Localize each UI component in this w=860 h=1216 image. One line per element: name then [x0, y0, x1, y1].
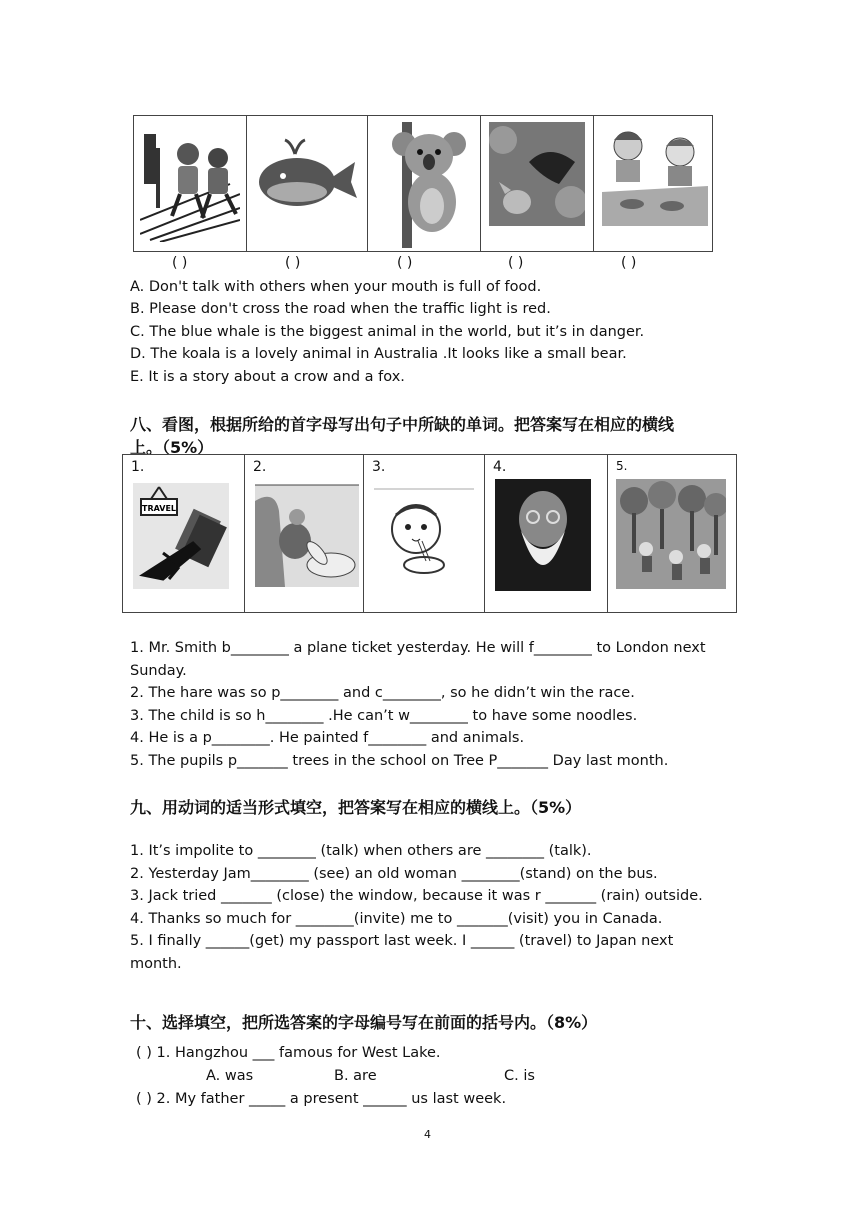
- answer-paren-1[interactable]: ( ): [172, 255, 188, 271]
- option-e: E. It is a story about a crow and a fox.: [130, 369, 405, 385]
- choice-question-1: ( ) 1. Hangzhou ___ famous for West Lake.: [136, 1045, 441, 1061]
- crow-and-fox-picture: [489, 122, 585, 226]
- section9-heading: 九、用动词的适当形式填空，把答案写在相应的横线上。（5%）: [130, 798, 582, 817]
- pic8-cell-5: [608, 455, 737, 613]
- travel-sign-text: TRAVEL: [141, 504, 177, 513]
- section8-heading-line1: 八、看图，根据所给的首字母写出句子中所缺的单词。把答案写在相应的横线: [130, 415, 675, 434]
- verb-line-5a: 5. I finally ______(get) my passport last week. I ______ (travel) to Japan next: [130, 933, 674, 949]
- pic-cell-traffic: [134, 116, 247, 252]
- tortoise-and-hare-picture: [255, 481, 359, 587]
- fill-line-4: 4. He is a p________. He painted f________ and animals.: [130, 730, 525, 746]
- choice-1-option-b: B. are: [334, 1068, 377, 1084]
- choice-1-option-a: A. was: [206, 1068, 254, 1084]
- pic-cell-crow-fox: [481, 116, 594, 252]
- pic8-number-3: 3.: [372, 459, 386, 475]
- children-eating-picture: [602, 122, 708, 226]
- pic8-number-2: 2.: [253, 459, 267, 475]
- choice-1-option-c: C. is: [504, 1068, 535, 1084]
- planting-trees-picture: [616, 479, 726, 589]
- option-b: B. Please don't cross the road when the traffic light is red.: [130, 301, 551, 317]
- option-a: A. Don't talk with others when your mouth is full of food.: [130, 279, 542, 295]
- option-c: C. The blue whale is the biggest animal in the world, but it’s in danger.: [130, 324, 645, 340]
- koala-picture: [392, 122, 466, 248]
- fill-line-2: 2. The hare was so p________ and c________, so he didn’t win the race.: [130, 685, 635, 701]
- pic-cell-koala: [368, 116, 481, 252]
- section8-picture-table: [122, 454, 737, 613]
- verb-line-3: 3. Jack tried _______ (close) the window, because it was r _______ (rain) outside.: [130, 888, 703, 904]
- answer-paren-4[interactable]: ( ): [508, 255, 524, 271]
- whale-picture: [255, 132, 359, 212]
- traffic-crossing-picture: [140, 124, 240, 242]
- fill-line-3: 3. The child is so h________ .He can’t w________ to have some noodles.: [130, 708, 638, 724]
- answer-paren-5[interactable]: ( ): [621, 255, 637, 271]
- section7-picture-table: [133, 115, 713, 252]
- fill-line-1b: Sunday.: [130, 663, 187, 679]
- verb-line-5b: month.: [130, 956, 182, 972]
- choice-question-2: ( ) 2. My father _____ a present ______ us last week.: [136, 1091, 507, 1107]
- fill-line-1a: 1. Mr. Smith b________ a plane ticket yesterday. He will f________ to London next: [130, 640, 706, 656]
- pic8-number-4: 4.: [493, 459, 507, 475]
- pic8-cell-3: [364, 455, 485, 613]
- pic8-number-5: 5.: [616, 459, 628, 473]
- pic8-cell-1: [123, 455, 245, 613]
- answer-paren-3[interactable]: ( ): [397, 255, 413, 271]
- verb-line-2: 2. Yesterday Jam________ (see) an old woman ________(stand) on the bus.: [130, 866, 658, 882]
- fill-line-5: 5. The pupils p_______ trees in the school on Tree P_______ Day last month.: [130, 753, 669, 769]
- section8-heading-line2: 上。（5%）: [130, 438, 214, 457]
- pic8-number-1: 1.: [131, 459, 145, 475]
- verb-line-1: 1. It’s impolite to ________ (talk) when others are ________ (talk).: [130, 843, 592, 859]
- verb-line-4: 4. Thanks so much for ________(invite) me to _______(visit) you in Canada.: [130, 911, 663, 927]
- pic-cell-eating: [594, 116, 713, 252]
- section10-heading: 十、选择填空，把所选答案的字母编号写在前面的括号内。（8%）: [130, 1013, 598, 1032]
- old-painter-portrait: [495, 479, 591, 591]
- pic8-cell-2: [245, 455, 364, 613]
- hungry-child-noodles-picture: [374, 485, 474, 585]
- page-number: 4: [424, 1128, 431, 1141]
- pic8-cell-4: [485, 455, 608, 613]
- pic-cell-whale: [247, 116, 368, 252]
- answer-paren-2[interactable]: ( ): [285, 255, 301, 271]
- travel-ticket-picture: [133, 483, 229, 589]
- option-d: D. The koala is a lovely animal in Australia .It looks like a small bear.: [130, 346, 627, 362]
